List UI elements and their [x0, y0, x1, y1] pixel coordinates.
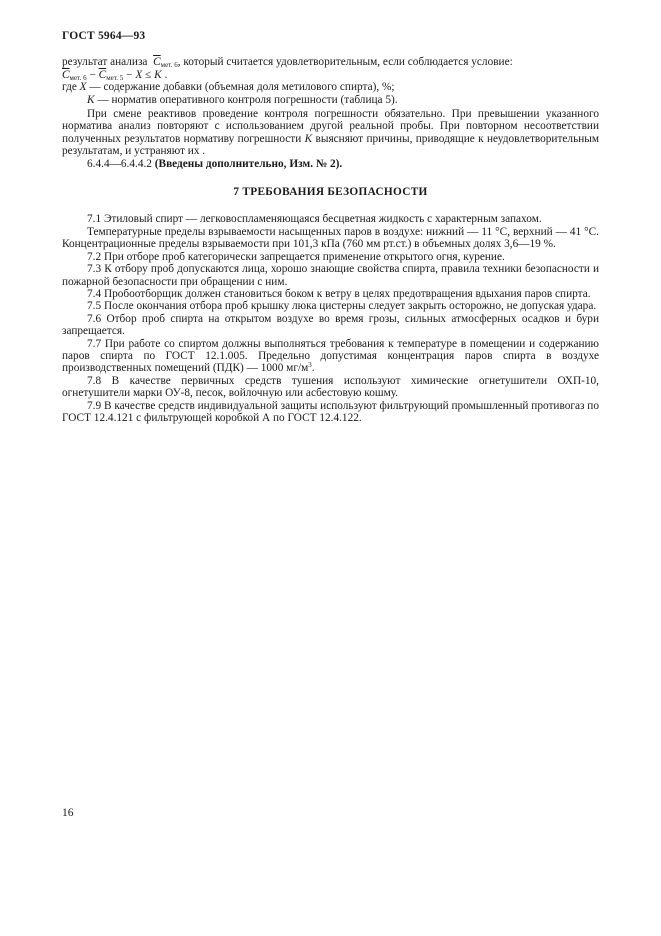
reagents-text-a: При смене реактивов проведение контроля погрешности обязательно. При превышении указанного норматива анализ повторяют с использованием другой реальной пробы. При повторном несоответствии полученных результатов нормативу погрешности: [62, 108, 599, 145]
amendment-bold: (Введены дополнительно, Изм. № 2).: [154, 157, 343, 170]
paragraph-7-5: 7.5 После окончания отбора проб крышку люка цистерны следует закрыть осторожно, не допуская удара.: [87, 300, 597, 313]
document-page: [62, 30, 599, 424]
minus-sign-2: −: [123, 68, 136, 81]
le-sign: ≤: [142, 68, 155, 81]
p7-7-end: .: [311, 362, 315, 375]
where-line-2: [62, 94, 599, 106]
c-mean-6: $\overline{C}$: [153, 56, 161, 69]
amendment-prefix: 6.4.4—6.4.4.2: [87, 157, 155, 170]
reagents-text-b: выясняют причины, приводящие к неудовлетворительным результатам, и устраняют их .: [62, 132, 599, 158]
paragraph-7-1: 7.1 Этиловый спирт — легковоспламеняющаяся бесцветная жидкость с характерным запахом.: [87, 213, 542, 226]
paragraph-7-3: 7.3 К отбору проб допускаются лица, хорошо знающие свойства спирта, правила техники безопасности и пожарной безопасности при обращении с ним.: [62, 263, 599, 288]
paragraph-reagents: [62, 108, 599, 158]
paragraph-7-8: 7.8 В качестве первичных средств тушения используют химические огнетушители ОХП-10, огнетушители марки ОУ-8, песок, войлочную или асбестовую кошму.: [62, 374, 599, 400]
document-header: ГОСТ 5964—93: [62, 30, 146, 42]
formula-suffix: , который считается удовлетворительным, если соблюдается условие:: [177, 56, 513, 69]
where-x-text: — содержание добавки (объемная доля метилового спирта), %;: [86, 81, 395, 94]
formula-line-2: [62, 69, 599, 81]
where-k-text: — норматив оперативного контроля погрешности (таблица 5).: [94, 93, 398, 106]
amendment-note: [62, 158, 599, 170]
formula-prefix: результат анализа: [62, 56, 148, 69]
section-title: 7 ТРЕБОВАНИЯ БЕЗОПАСНОСТИ: [233, 186, 428, 199]
p7-7-text: 7.7 При работе со спиртом должны выполняться требования к температуре в помещении и содержанию паров спирта по ГОСТ 12.1.005. Предельно допустимая концентрация паров спирта в воздухе производственных помещений (ПДК) — 1000 мг/м: [62, 337, 599, 375]
formula-end: .: [161, 68, 168, 81]
k-variable: K: [154, 68, 162, 81]
paragraph-7-2: 7.2 При отборе проб категорически запрещается применение открытого огня, курение.: [87, 250, 505, 263]
where-line-1: [62, 81, 599, 93]
reagents-k: K: [304, 132, 313, 145]
c-mean-6-cond: $\overline{C}$: [62, 68, 70, 81]
subscript-6-cond: мет. 6: [69, 73, 87, 82]
x-variable: X: [135, 68, 143, 81]
c-mean-5-cond: $\overline{C}$: [98, 68, 107, 81]
cubic-superscript: 3: [308, 361, 312, 370]
formula-line-1: [62, 56, 599, 68]
where-prefix: где: [62, 81, 80, 94]
paragraph-7-7: [62, 338, 599, 375]
where-x: X: [79, 81, 87, 94]
minus-sign-1: −: [86, 68, 99, 81]
paragraph-7-6: 7.6 Отбор проб спирта на открытом воздухе во время грозы, сильных атмосферных осадков и бури запрещается.: [62, 312, 599, 338]
subscript-5-cond: мет. 5: [106, 73, 124, 82]
paragraph-7-9: 7.9 В качестве средств индивидуальной защиты используют фильтрующий промышленный противогаз по ГОСТ 12.4.121 с фильтрующей коробкой А по ГОСТ 12.4.122.: [62, 399, 599, 424]
page-number: 16: [62, 807, 74, 819]
where-k: K: [87, 93, 95, 106]
paragraph-7-4: 7.4 Пробоотборщик должен становиться боком к ветру в целях предотвращения вдыхания паров спирта.: [87, 287, 591, 300]
subscript-6: мет. 6: [160, 61, 178, 70]
paragraph-7-1-limits: Температурные пределы взрываемости насыщенных паров в воздухе: нижний — 11 °С, верхний — 41 °С. Концентрационные пределы взрываемости при 101,3 кПа (760 мм рт.ст.) в объемных долях 3,6—19 %.: [62, 225, 599, 251]
